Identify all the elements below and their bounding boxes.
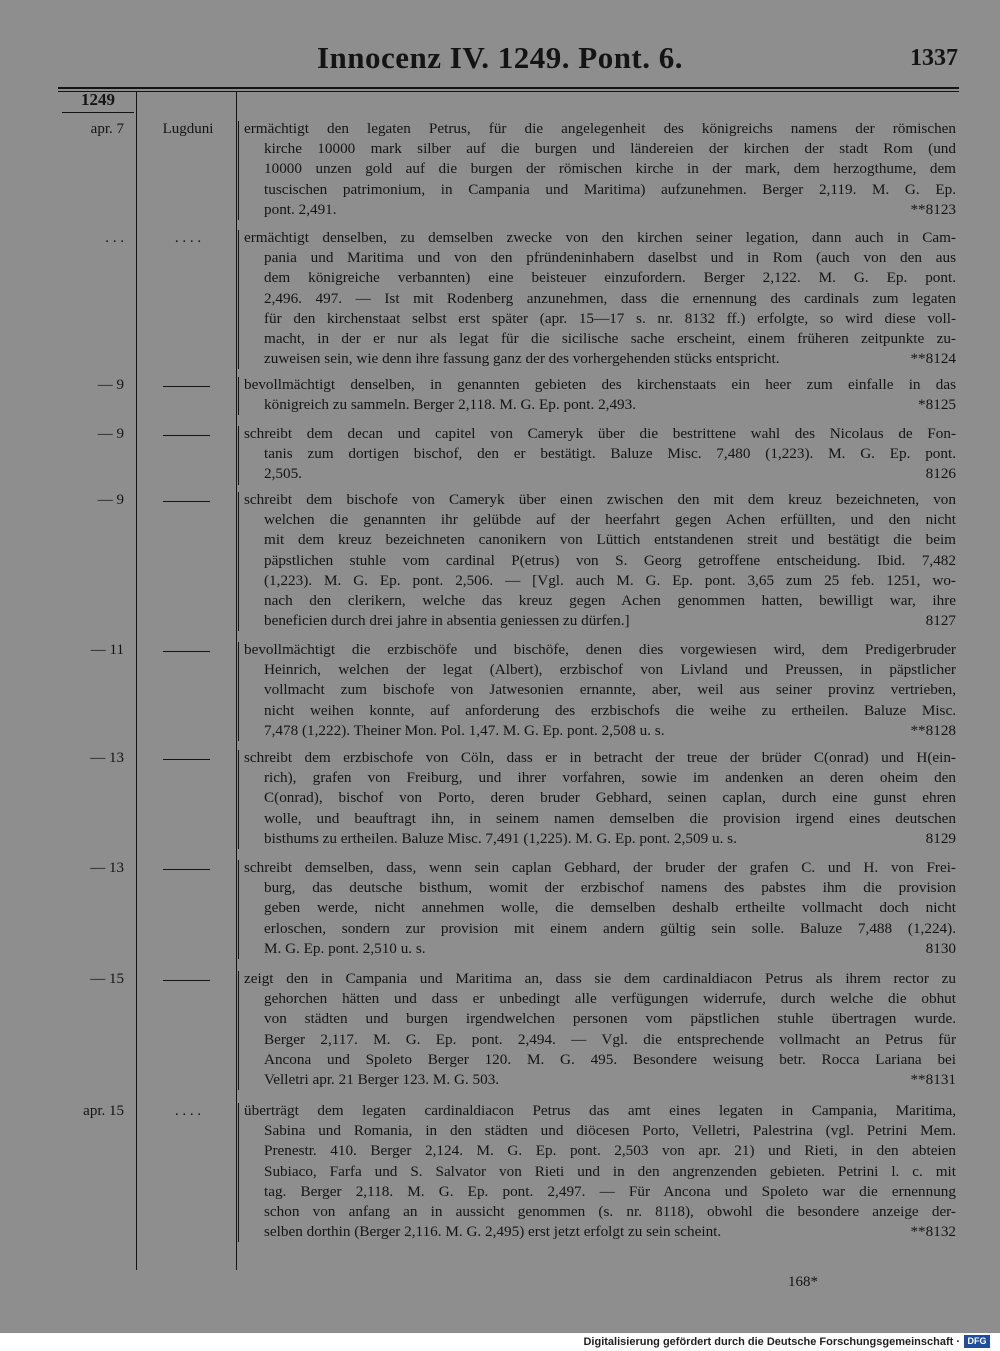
entry-line: burg, das deutsche bisthum, womit der erzbischof namens des pabstes ihm die provision	[264, 879, 956, 897]
entry-brace	[238, 1103, 239, 1242]
same-place-dash	[163, 501, 210, 502]
regest-number: **8132	[910, 1223, 956, 1241]
regest-number: **8123	[910, 200, 956, 218]
entry-line	[244, 611, 956, 631]
regest-number: 8127	[925, 612, 956, 630]
entry-line	[244, 200, 956, 220]
page-number: 1337	[910, 45, 958, 71]
entry-place: . . . .	[174, 230, 202, 246]
entry-line: tanis zum dortigen bischof, den er bestätigt. Baluze Misc. 7,480 (1,223). M. G. Ep. pont.	[264, 445, 956, 463]
entry-brace	[238, 492, 239, 631]
entry-line: für den kirchenstaat selbst erst später (apr. 15—17 s. nr. 8132 ff.) erfolgte, so wird diese voll-	[264, 309, 956, 327]
entry-date: apr. 15	[83, 1103, 124, 1119]
printer-signature: 168*	[788, 1274, 818, 1290]
entry-line: schreibt dem bischofe von Cameryk über einen zwischen den mit dem kreuz bezeichneten, von	[244, 491, 956, 508]
same-place-dash	[163, 386, 210, 387]
entry-line-text: beneficien durch drei jahre in absentia geniessen zu dürfen.]	[264, 612, 630, 630]
entry-brace	[238, 750, 239, 849]
entry-text	[244, 748, 956, 849]
entry-line: tag. Berger 2,118. M. G. Ep. pont. 2,497. — Für Ancona und Spoleto war die ernennung	[264, 1182, 956, 1200]
regest-number: **8131	[910, 1070, 956, 1088]
entry-text	[244, 424, 956, 485]
entry-line: schreibt dem decan und capitel von Cameryk über die bestrittene wahl des Nicolaus de Fon-	[244, 425, 956, 442]
date-column-divider	[136, 92, 137, 1270]
entry-place: . . . .	[174, 1103, 202, 1119]
entry-line: rich), grafen von Freiburg, und ihrer vorfahren, sowie im andenken an deren oheim den	[264, 769, 956, 787]
entry-line: gehorchen hätten und dass er unbedingt alle verfügungen widerrufe, durch welche die obhut	[264, 990, 956, 1008]
entry-line: bevollmächtigt denselben, in genannten gebieten des kirchenstaats ein heer zum einfalle in das	[244, 376, 956, 393]
entry-line-text: königreich zu sammeln. Berger 2,118. M. G. Ep. pont. 2,493.	[264, 396, 637, 414]
header-rule	[58, 87, 959, 89]
entry-line: überträgt dem legaten cardinaldiacon Petrus das amt eines legaten in Campania, Maritima,	[244, 1102, 956, 1119]
entry-line: welchen die genannten ihr gelübde auf der heerfahrt gegen Achen erfüllten, und den nicht	[264, 511, 956, 529]
entry-brace	[238, 642, 239, 741]
footer-credit: Digitalisierung gefördert durch die Deutsche Forschungsgemeinschaft ·	[583, 1336, 960, 1348]
place-column-divider	[236, 92, 237, 1270]
entry-line-text: zuweisen sein, wie denn ihre fassung ganz der des vorhergehenden stücks entspricht.	[264, 350, 780, 368]
entry-date: apr. 7	[90, 121, 124, 137]
entry-date: — 13	[90, 750, 124, 766]
entry-date: — 13	[90, 860, 124, 876]
entry-place: Lugduni	[162, 121, 214, 137]
regest-number: **8124	[910, 350, 956, 368]
entry-date: . . .	[105, 230, 124, 246]
entry-line	[244, 1222, 956, 1242]
entry-text	[244, 375, 956, 415]
entry-line: geben werde, nicht annehmen wolle, die demselben deshalb ertheilte vollmacht doch nicht	[264, 899, 956, 917]
entry-line: macht, in der er nur als legat für die sicilische sache erscheint, einem früheren zeitpunkte zu-	[264, 329, 956, 347]
entry-line: Ancona und Spoleto Berger 120. M. G. 495. Besondere weisung betr. Rocca Lariana bei	[264, 1050, 956, 1068]
entry-brace	[238, 377, 239, 415]
entry-line: Heinrich, welchen der legat (Albert), erzbischof von Livland und Preussen, in päpstlicher	[264, 661, 956, 679]
regest-number: **8128	[910, 721, 956, 739]
year-heading: 1249	[81, 90, 115, 109]
entry-line: wolle, und beauftragt ihn, in seinem namen demselben die provision irgend eines deutschen	[264, 809, 956, 827]
entry-text	[244, 640, 956, 741]
entry-line-text: pont. 2,491.	[264, 200, 337, 218]
entry-brace	[238, 121, 239, 220]
entry-text	[244, 228, 956, 369]
entry-line: päpstlichen stuhle vom cardinal P(etrus) von S. Georg getroffene entscheidung. Ibid. 7,482	[264, 551, 956, 569]
entry-date: — 9	[97, 492, 124, 508]
same-place-dash	[163, 435, 210, 436]
entry-brace	[238, 230, 239, 369]
entry-line: vollmacht zum bischofe von Jatwesonien ernannte, aber, weil aus seiner provinz vertrieben,	[264, 681, 956, 699]
entry-brace	[238, 971, 239, 1090]
regest-number: 8129	[925, 829, 956, 847]
entry-line: (1,223). M. G. Ep. pont. 2,506. — [Vgl. auch M. G. Ep. pont. 3,65 zum 25 feb. 1251, wo-	[264, 571, 956, 589]
entry-text	[244, 1101, 956, 1242]
entry-line: schreibt dem erzbischofe von Cöln, dass er in betracht der treue der brüder C(onrad) und H(ein-	[244, 749, 956, 766]
entry-line: kirche 10000 mark silber auf die burgen und ländereien der kirchen der stadt Rom (und	[264, 140, 956, 158]
entry-line-text: 2,505.	[264, 465, 302, 483]
entry-text	[244, 119, 956, 220]
entry-line	[244, 395, 956, 415]
entry-date: — 15	[90, 971, 124, 987]
entry-line-text: 7,478 (1,222). Theiner Mon. Pol. 1,47. M. G. Ep. pont. 2,508 u. s.	[264, 721, 665, 739]
entry-line: 10000 unzen gold auf die burgen der römischen kirche in der mark, dem herzogthume, dem	[264, 160, 956, 178]
entry-line: schon von anfang an in aussicht genommen (s. nr. 8118), obwohl die besondere anzeige der-	[264, 1202, 956, 1220]
entry-date: — 9	[97, 426, 124, 442]
entry-line	[244, 829, 956, 849]
regest-number: *8125	[918, 396, 956, 414]
entry-line: C(onrad), bischof von Porto, deren bruder Gebhard, seinen caplan, durch eine gunst ehren	[264, 789, 956, 807]
entry-line: erloschen, sondern zur provision mit einem andern gültig sein solle. Baluze 7,488 (1,224).	[264, 919, 956, 937]
entry-line-text: M. G. Ep. pont. 2,510 u. s.	[264, 939, 426, 957]
entry-line: von städten und burgen irgendwelchen personen vom päpstlichen stuhle übertragen wurde.	[264, 1010, 956, 1028]
regest-number: 8126	[925, 465, 956, 483]
same-place-dash	[163, 651, 210, 652]
entry-line: Subiaco, Farfa und S. Salvator von Rieti und in den angrenzenden gebieten. Petrini l. c. mit	[264, 1162, 956, 1180]
entry-text	[244, 490, 956, 631]
entry-line: schreibt demselben, dass, wenn sein caplan Gebhard, der bruder der grafen C. und H. von Frei-	[244, 859, 956, 876]
same-place-dash	[163, 759, 210, 760]
entry-line: Sabina und Romania, in den städten und diöcesen Porto, Velletri, Palestrina (vgl. Petrini Mem.	[264, 1122, 956, 1140]
entry-text	[244, 969, 956, 1090]
entry-line	[244, 464, 956, 484]
entry-line: zeigt den in Campania und Maritima an, dass sie dem cardinaldiacon Petrus als ihrem rector zu	[244, 970, 956, 987]
year-underline	[62, 112, 134, 113]
entry-line-text: Velletri apr. 21 Berger 123. M. G. 503.	[264, 1070, 500, 1088]
entry-line: nicht weihen konnte, auf anforderung des erzbischofs die weihe zu ertheilen. Baluze Misc.	[264, 701, 956, 719]
entry-line: 2,496. 497. — Ist mit Rodenberg anzunehmen, dass die ernennung des cardinals zum legaten	[264, 289, 956, 307]
entry-line: bevollmächtigt die erzbischöfe und bischöfe, denen dies vorgewiesen wird, dem Predigerbruder	[244, 641, 956, 658]
entry-date: — 11	[90, 642, 124, 658]
entry-line: tuscischen patrimonium, in Campania und Maritima) aufzunehmen. Berger 2,119. M. G. Ep.	[264, 180, 956, 198]
entry-line	[244, 349, 956, 369]
dfg-logo: DFG	[964, 1335, 990, 1348]
entry-line	[244, 939, 956, 959]
entry-brace	[238, 860, 239, 959]
page-title: Innocenz IV. 1249. Pont. 6.	[316, 40, 684, 75]
same-place-dash	[163, 980, 210, 981]
entry-line: nach den clerikern, welche das kreuz gegen Achen genommen hatten, bewilligt war, ihre	[264, 591, 956, 609]
entry-line: ermächtigt den legaten Petrus, für die angelegenheit des königreichs namens der römischen	[244, 120, 956, 137]
entry-line	[244, 721, 956, 741]
entry-line	[244, 1070, 956, 1090]
entry-line-text: bisthums zu ertheilen. Baluze Misc. 7,491 (1,225). M. G. Ep. pont. 2,509 u. s.	[264, 829, 737, 847]
entry-date: — 9	[97, 377, 124, 393]
entry-line: pania und Maritima und von den pfründeninhabern daselbst und in Rom (auch von den aus	[264, 249, 956, 267]
entry-line: Berger 2,117. M. G. Ep. pont. 2,494. — Vgl. die entsprechende vollmacht an Petrus für	[264, 1030, 956, 1048]
entry-line-text: selben dorthin (Berger 2,116. M. G. 2,495) erst jetzt erfolgt zu sein scheint.	[264, 1223, 722, 1241]
same-place-dash	[163, 869, 210, 870]
entry-line: mit dem kreuz bezeichneten canonikern von Lüttich entstandenen streit und bestätigt die beim	[264, 531, 956, 549]
entry-line: dem königreiche verbannten) eine beisteuer einzufordern. Berger 2,122. M. G. Ep. pont.	[264, 269, 956, 287]
entry-line: ermächtigt denselben, zu demselben zwecke von den kirchen seiner legation, dann auch in Cam-	[244, 229, 956, 246]
entry-line: Prenestr. 410. Berger 2,124. M. G. Ep. pont. 2,503 von apr. 21) und Rieti, in den abteien	[264, 1142, 956, 1160]
regest-number: 8130	[925, 939, 956, 957]
header-rule-thin	[58, 91, 959, 92]
entry-brace	[238, 426, 239, 485]
entry-text	[244, 858, 956, 959]
